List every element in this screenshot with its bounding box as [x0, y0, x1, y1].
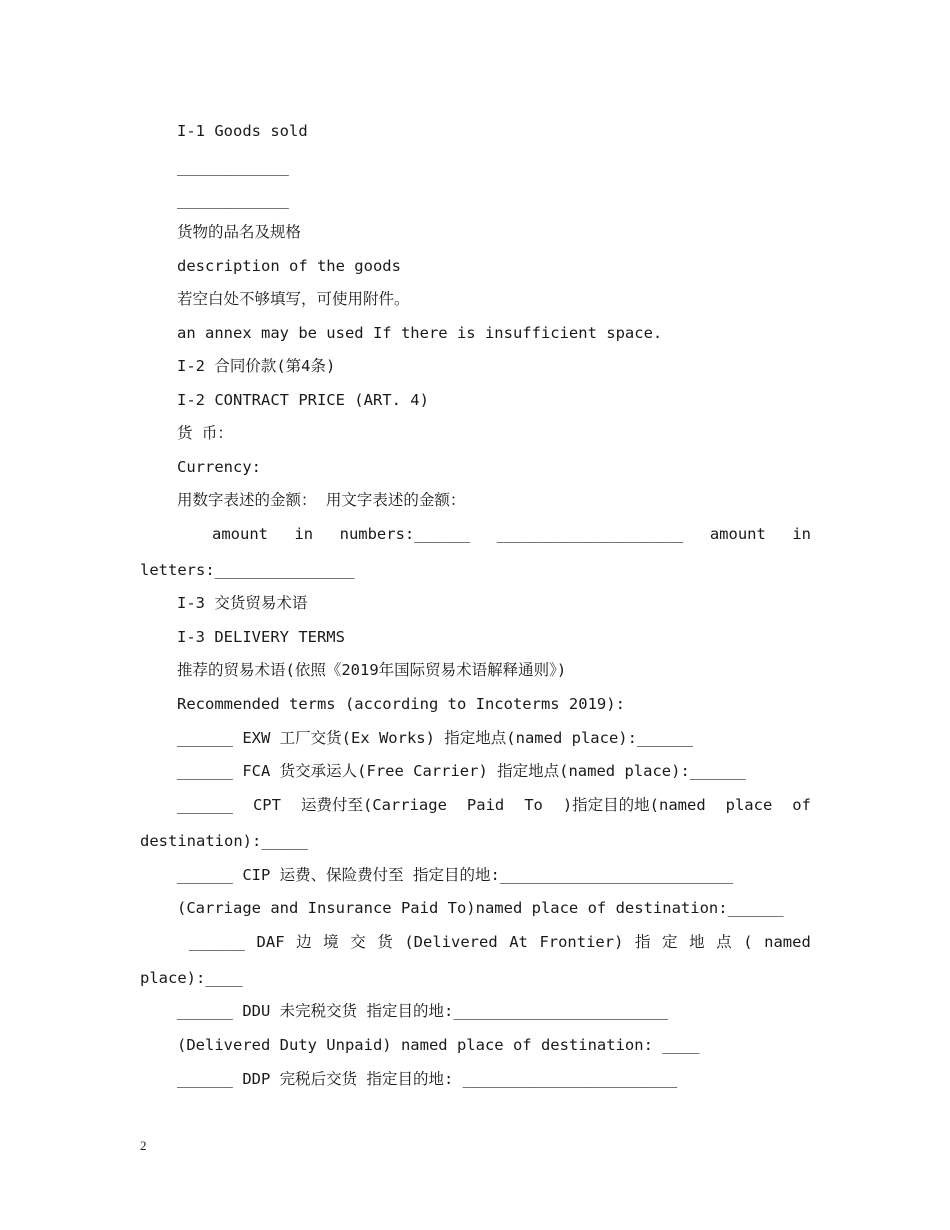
term-daf-word: ______ — [189, 933, 245, 951]
term-cip: ______ CIP 运费、保险费付至 指定目的地:_________________________ — [177, 866, 734, 884]
amount-label-cn: 用数字表述的金额： 用文字表述的金额： — [177, 491, 466, 509]
term-daf-word: 指 — [634, 933, 651, 951]
term-cpt-word: To — [524, 796, 543, 814]
term-cpt — [177, 795, 811, 815]
term-daf-word: 境 — [323, 933, 339, 951]
amount-word: amount — [709, 525, 766, 543]
term-daf-word: named — [764, 933, 811, 951]
goods-description-label-en: description of the goods — [177, 257, 401, 275]
term-cpt-word: Paid — [466, 796, 505, 814]
goods-blank-line-2: ____________ — [177, 191, 289, 209]
term-daf-word: (Delivered — [404, 933, 498, 951]
term-fca: ______ FCA 货交承运人(Free Carrier) 指定地点(named place):______ — [177, 762, 746, 780]
annex-note-en: an annex may be used If there is insufficient space. — [177, 324, 663, 342]
amount-word: numbers:______ — [339, 525, 471, 543]
term-cpt-word: place — [725, 796, 773, 814]
term-daf-word: Frontier) — [539, 933, 624, 951]
section-contract-price-heading-cn: I-2 合同价款(第4条) — [177, 357, 336, 375]
term-daf-word: 定 — [662, 933, 678, 951]
term-ddu-en: (Delivered Duty Unpaid) named place of destination: ____ — [177, 1036, 700, 1054]
amount-word: amount — [212, 525, 268, 543]
section-delivery-terms-heading-cn: I-3 交货贸易术语 — [177, 594, 308, 612]
amount-label-en — [212, 524, 811, 544]
term-cpt-continued: destination):_____ — [140, 832, 308, 850]
goods-description-label-cn: 货物的品名及规格 — [177, 223, 302, 241]
term-exw: ______ EXW 工厂交货(Ex Works) 指定地点(named place):______ — [177, 729, 693, 747]
term-daf-word: DAF — [256, 933, 285, 951]
term-daf-word: 点 — [716, 933, 732, 951]
term-daf-word: 货 — [377, 933, 393, 951]
term-cpt-word: )指定目的地(named — [562, 796, 706, 814]
term-daf-word: 边 — [296, 933, 312, 951]
term-ddu: ______ DDU 未完税交货 指定目的地:_______________________ — [177, 1002, 668, 1020]
recommended-terms-en: Recommended terms (according to Incoterms 2019): — [177, 695, 625, 713]
section-delivery-terms-heading-en: I-3 DELIVERY TERMS — [177, 628, 345, 646]
goods-blank-line-1: ____________ — [177, 158, 289, 176]
term-cip-en: (Carriage and Insurance Paid To)named place of destination:______ — [177, 899, 784, 917]
section-goods-sold-heading: I-1 Goods sold — [177, 122, 308, 140]
section-contract-price-heading-en: I-2 CONTRACT PRICE (ART. 4) — [177, 391, 429, 409]
term-cpt-word: of — [792, 796, 811, 814]
term-daf — [189, 932, 811, 952]
annex-note-cn: 若空白处不够填写，可使用附件。 — [177, 290, 410, 308]
term-daf-continued: place):____ — [140, 969, 243, 987]
page-number: 2 — [140, 1138, 147, 1153]
amount-word: in — [294, 525, 314, 543]
term-cpt-word: 运费付至(Carriage — [300, 796, 447, 814]
term-daf-word: At — [509, 933, 528, 951]
term-ddp: ______ DDP 完税后交货 指定目的地: _______________________ — [177, 1070, 678, 1088]
amount-word: in — [792, 525, 811, 543]
amount-word: ____________________ — [496, 525, 684, 543]
recommended-terms-cn: 推荐的贸易术语(依照《2019年国际贸易术语解释通则》) — [177, 661, 567, 679]
term-daf-word: 地 — [689, 933, 705, 951]
term-daf-word: 交 — [350, 933, 366, 951]
term-cpt-word: CPT — [252, 796, 281, 814]
term-cpt-word: ______ — [177, 796, 233, 814]
currency-label-en: Currency: — [177, 458, 261, 476]
amount-label-en-continued: letters:_______________ — [140, 561, 355, 579]
currency-label-cn: 货 币： — [177, 424, 233, 442]
term-daf-word: ( — [743, 933, 753, 951]
